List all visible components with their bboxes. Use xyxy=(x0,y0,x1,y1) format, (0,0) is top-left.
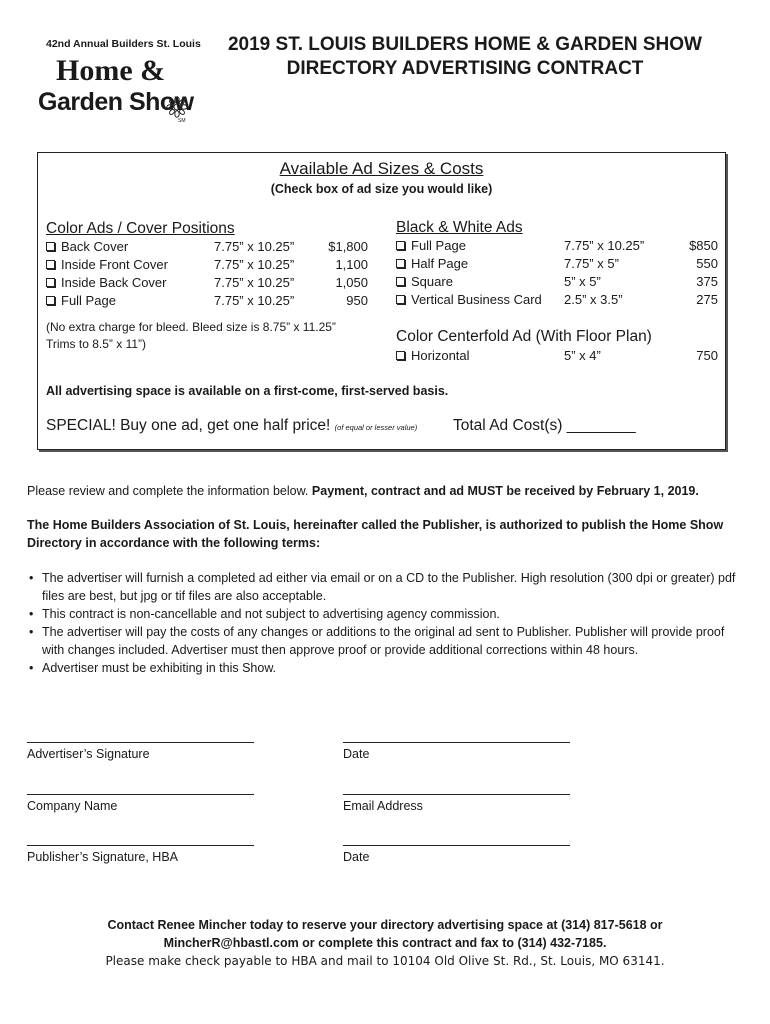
color-ad-row[interactable] xyxy=(46,275,368,293)
checkbox[interactable] xyxy=(396,277,405,286)
list-item: • The advertiser will pay the costs of any changes or additions to the original ad sent to Publisher. Publisher will provide proof with changes included. Advertiser must then approve proof or provide additional corrections within 48 hours. xyxy=(27,623,747,659)
email-address-line[interactable] xyxy=(343,794,570,795)
ad-label: Vertical Business Card xyxy=(411,292,542,307)
ad-price: 375 xyxy=(696,274,718,289)
color-ad-row[interactable] xyxy=(46,293,368,311)
intro-text: Please review and complete the information below. xyxy=(27,484,309,498)
logo-garden: Garden Show xyxy=(38,88,194,116)
advertiser-signature-line[interactable] xyxy=(27,742,254,743)
bleed-note-line: (No extra charge for bleed. Bleed size is 8.75” x 11.25” xyxy=(46,320,336,334)
checkbox[interactable] xyxy=(396,241,405,250)
ad-sizes-title: Available Ad Sizes & Costs xyxy=(279,159,484,178)
logo-home: Home & xyxy=(56,54,166,87)
ad-price: 1,050 xyxy=(335,275,368,290)
ad-size: 7.75” x 10.25” xyxy=(214,239,295,254)
page-title: 2019 ST. LOUIS BUILDERS HOME & GARDEN SHOW xyxy=(227,34,702,55)
ad-size: 5” x 4” xyxy=(564,348,601,363)
bw-ad-row[interactable] xyxy=(396,274,718,292)
payment-instructions: Please make check payable to HBA and mail to 10104 Old Olive St. Rd., St. Louis, MO 63141. xyxy=(105,954,665,968)
ad-sizes-instruction: (Check box of ad size you would like) xyxy=(270,182,493,196)
date-line[interactable] xyxy=(343,742,570,743)
checkbox[interactable] xyxy=(396,351,405,360)
checkbox[interactable] xyxy=(46,242,55,251)
total-ad-cost-field[interactable]: Total Ad Cost(s) ________ xyxy=(453,417,636,434)
bw-ad-row[interactable] xyxy=(396,292,718,310)
ad-price: $850 xyxy=(689,238,718,253)
contact-line: MincherR@hbastl.com or complete this contract and fax to (314) 432-7185. xyxy=(163,936,607,950)
advertiser-signature-label: Advertiser’s Signature xyxy=(27,747,150,761)
email-address-label: Email Address xyxy=(343,799,423,813)
terms-intro: The Home Builders Association of St. Louis, hereinafter called the Publisher, is authorized to publish the Home Show Directory in accordance with the following terms: xyxy=(27,518,724,550)
bleed-note-line: Trims to 8.5” x 11”) xyxy=(46,337,147,351)
checkbox[interactable] xyxy=(46,260,55,269)
publisher-signature-line[interactable] xyxy=(27,845,254,846)
date-label: Date xyxy=(343,850,370,864)
checkbox[interactable] xyxy=(396,259,405,268)
color-ads-heading: Color Ads / Cover Positions xyxy=(46,220,235,237)
ad-price: 275 xyxy=(696,292,718,307)
ad-label: Inside Front Cover xyxy=(61,257,168,272)
ad-size: 7.75” x 10.25” xyxy=(214,293,295,308)
ad-price: 750 xyxy=(696,348,718,363)
company-name-line[interactable] xyxy=(27,794,254,795)
ad-size: 2.5” x 3.5” xyxy=(564,292,623,307)
color-ad-row[interactable] xyxy=(46,239,368,257)
special-offer-note: (of equal or lesser value) xyxy=(334,423,418,432)
bw-ad-row[interactable] xyxy=(396,238,718,256)
checkbox[interactable] xyxy=(396,295,405,304)
bw-ads-heading: Black & White Ads xyxy=(396,219,523,236)
list-item: • This contract is non-cancellable and not subject to advertising agency commission. xyxy=(27,605,747,623)
ad-label: Full Page xyxy=(411,238,466,253)
ad-label: Square xyxy=(411,274,453,289)
ad-price: 950 xyxy=(346,293,368,308)
special-offer xyxy=(46,417,417,435)
date-label: Date xyxy=(343,747,370,761)
bw-ad-row[interactable] xyxy=(396,256,718,274)
contact-line: Contact Renee Mincher today to reserve your directory advertising space at (314) 817-5618 or xyxy=(107,918,663,932)
deadline-text: Payment, contract and ad MUST be received by February 1, 2019. xyxy=(311,484,699,498)
logo-service-mark: SM xyxy=(178,118,186,124)
ad-price: 1,100 xyxy=(335,257,368,272)
ad-size: 7.75” x 5” xyxy=(564,256,619,271)
ad-label: Full Page xyxy=(61,293,116,308)
ad-size: 7.75” x 10.25” xyxy=(564,238,645,253)
color-ad-row[interactable] xyxy=(46,257,368,275)
page-subtitle: DIRECTORY ADVERTISING CONTRACT xyxy=(286,58,644,79)
special-offer-text: SPECIAL! Buy one ad, get one half price! xyxy=(46,417,331,434)
centerfold-ad-row[interactable] xyxy=(396,348,718,366)
availability-note: All advertising space is available on a first-come, first-served basis. xyxy=(46,384,449,398)
ad-size: 7.75” x 10.25” xyxy=(214,275,295,290)
ad-size: 5” x 5” xyxy=(564,274,601,289)
ad-label: Back Cover xyxy=(61,239,129,254)
centerfold-heading: Color Centerfold Ad (With Floor Plan) xyxy=(396,328,652,345)
checkbox[interactable] xyxy=(46,296,55,305)
ad-label: Inside Back Cover xyxy=(61,275,167,290)
logo-tagline: 42nd Annual Builders St. Louis xyxy=(46,38,201,50)
terms-list xyxy=(27,569,747,677)
checkbox[interactable] xyxy=(46,278,55,287)
bleed-note xyxy=(46,319,376,353)
publisher-signature-label: Publisher’s Signature, HBA xyxy=(27,850,179,864)
list-item: • Advertiser must be exhibiting in this Show. xyxy=(27,659,747,677)
date-line[interactable] xyxy=(343,845,570,846)
ad-label: Half Page xyxy=(411,256,469,271)
flower-icon xyxy=(166,96,188,118)
ad-label: Horizontal xyxy=(411,348,470,363)
ad-price: $1,800 xyxy=(328,239,368,254)
ad-size: 7.75” x 10.25” xyxy=(214,257,295,272)
ad-price: 550 xyxy=(696,256,718,271)
intro-paragraph xyxy=(27,482,742,500)
list-item: • The advertiser will furnish a completed ad either via email or on a CD to the Publisher. High resolution (300 dpi or greater) pdf files are best, but jpg or tif files are also acceptable. xyxy=(27,569,747,605)
company-name-label: Company Name xyxy=(27,799,118,813)
